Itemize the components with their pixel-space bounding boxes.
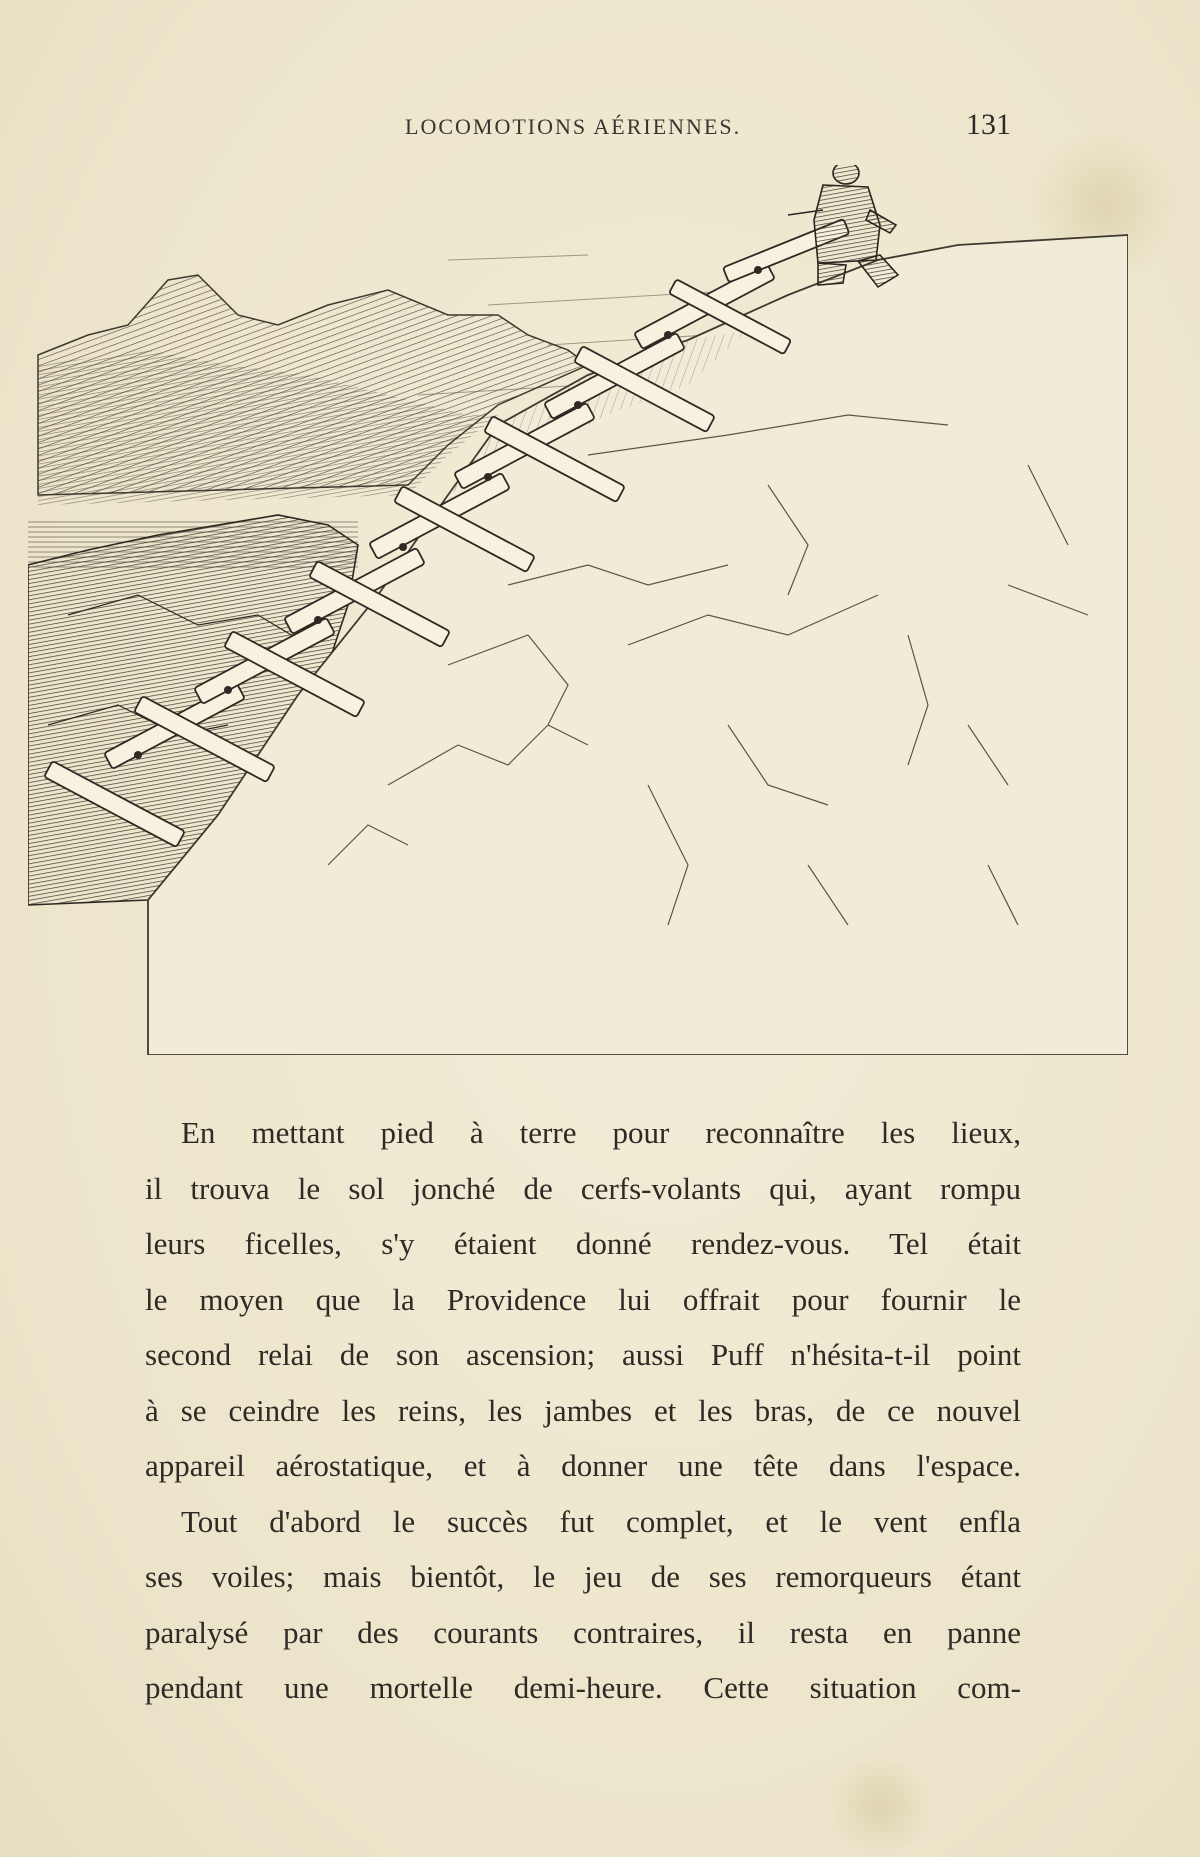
- page-number: 131: [966, 108, 1011, 141]
- page-header: [0, 108, 1200, 148]
- text-line: second relai de son ascension; aussi Puff n'hésita-t-il point: [145, 1337, 1021, 1372]
- running-head: LOCOMOTIONS AÉRIENNES.: [405, 114, 742, 139]
- text-line: à se ceindre les reins, les jambes et les bras, de ce nouvel: [145, 1392, 1021, 1428]
- climber-figure: [788, 165, 898, 287]
- text-line: paralysé par des courants contraires, il resta en panne: [145, 1614, 1021, 1650]
- illustration-engraving: [28, 165, 1128, 1055]
- paragraph-2: [145, 1494, 1021, 1716]
- text-line: pendant une mortelle demi-heure. Cette situation com-: [145, 1670, 1021, 1705]
- text-line: le moyen que la Providence lui offrait pour fournir le: [145, 1281, 1021, 1317]
- text-line: ses voiles; mais bientôt, le jeu de ses remorqueurs étant: [145, 1559, 1021, 1594]
- text-line: leurs ficelles, s'y étaient donné rendez-vous. Tel était: [145, 1226, 1021, 1261]
- paragraph-1: [145, 1105, 1021, 1494]
- text-line: En mettant pied à terre pour reconnaître les lieux,: [181, 1115, 1021, 1150]
- text-line: il trouva le sol jonché de cerfs-volants qui, ayant rompu: [145, 1170, 1021, 1206]
- paper-stain: [820, 1760, 940, 1850]
- body-text: [145, 1105, 1021, 1716]
- text-line: Tout d'abord le succès fut complet, et le vent enfla: [181, 1503, 1021, 1539]
- text-line: appareil aérostatique, et à donner une tête dans l'espace.: [145, 1448, 1021, 1483]
